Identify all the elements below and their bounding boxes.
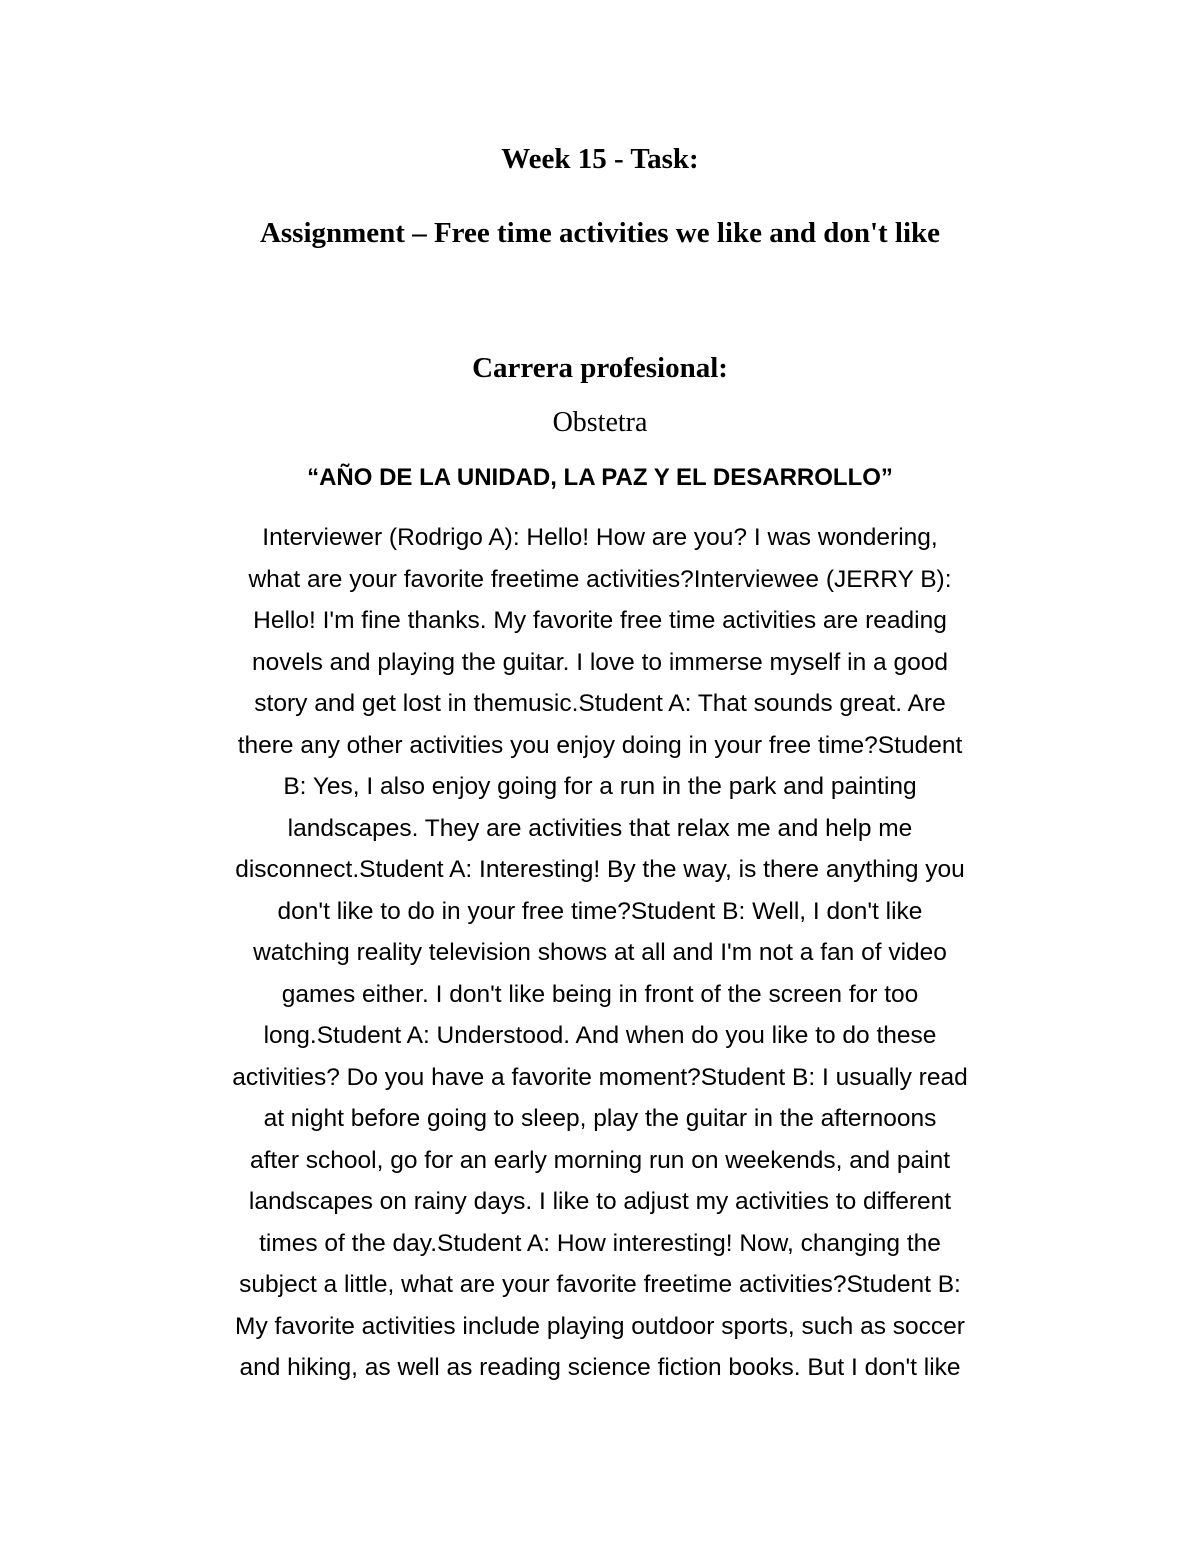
dialogue-line: times of the day.Student A: How interesting! Now, changing the [259, 1229, 941, 1257]
dialogue-line: at night before going to sleep, play the guitar in the afternoons [263, 1105, 937, 1132]
dialogue-line: games either. I don't like being in front of the screen for too [281, 980, 919, 1008]
dialogue-line: don't like to do in your free time?Student B: Well, I don't like [277, 897, 923, 925]
dialogue-line: novels and playing the guitar. I love to immerse myself in a good [252, 648, 948, 676]
week-title: Week 15 - Task: [501, 143, 699, 175]
dialogue-line: Interviewer (Rodrigo A): Hello! How are you? I was wondering, [262, 524, 938, 551]
dialogue-line: activities? Do you have a favorite moment?Student B: I usually read [232, 1063, 968, 1091]
year-motto: “AÑO DE LA UNIDAD, LA PAZ Y EL DESARROLLO” [307, 464, 893, 491]
career-label: Carrera profesional: [472, 352, 728, 384]
dialogue-line: Hello! I'm fine thanks. My favorite free time activities are reading [253, 607, 947, 634]
career-value: Obstetra [552, 407, 648, 438]
dialogue-text [0, 517, 1200, 1389]
dialogue-line: B: Yes, I also enjoy going for a run in the park and painting [283, 773, 917, 800]
dialogue-line: and hiking, as well as reading science fiction books. But I don't like [239, 1354, 961, 1381]
dialogue-line: landscapes on rainy days. I like to adjust my activities to different [248, 1188, 952, 1215]
dialogue-line: disconnect.Student A: Interesting! By the way, is there anything you [235, 856, 965, 883]
dialogue-line: there any other activities you enjoy doing in your free time?Student [237, 731, 963, 759]
dialogue-line: what are your favorite freetime activities?Interviewee (JERRY B): [248, 565, 952, 593]
dialogue-line: story and get lost in themusic.Student A: That sounds great. Are [254, 690, 946, 717]
assignment-title: Assignment – Free time activities we like and don't like [259, 217, 941, 249]
dialogue-line: after school, go for an early morning run on weekends, and paint [249, 1146, 951, 1174]
dialogue-line: long.Student A: Understood. And when do you like to do these [263, 1022, 937, 1049]
dialogue-line: landscapes. They are activities that relax me and help me [287, 814, 913, 842]
dialogue-line: subject a little, what are your favorite freetime activities?Student B: [239, 1271, 961, 1298]
dialogue-line: My favorite activities include playing outdoor sports, such as soccer [235, 1312, 965, 1340]
dialogue-line: watching reality television shows at all and I'm not a fan of video [253, 939, 947, 966]
